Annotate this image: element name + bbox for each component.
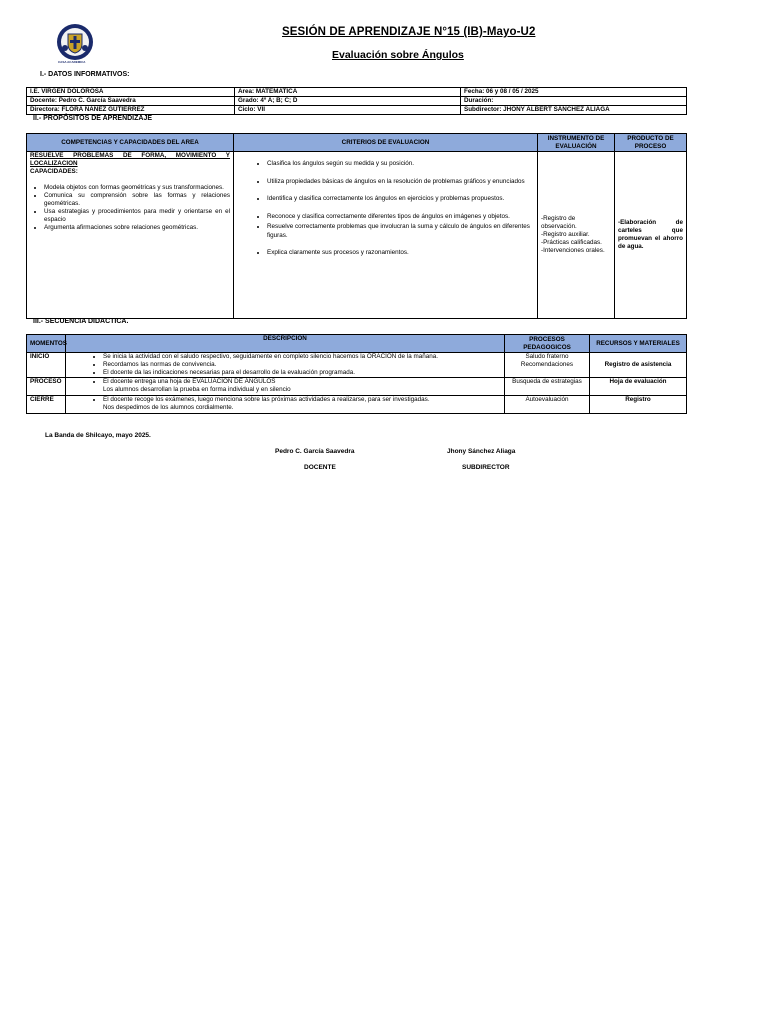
- instrumento-item: -Registro de observación.: [541, 215, 577, 230]
- list-item: • El docente entrega una hoja de EVALUACIÓN DE ÁNGULOS: [103, 378, 501, 386]
- header-descripcion: DESCRIPCIÓN: [66, 335, 505, 353]
- list-item: • El docente da las indicaciones necesarias para el desarrollo de la evaluación programada.: [103, 369, 501, 377]
- capacidades-list: [30, 184, 230, 232]
- section-label-datos: I.- DATOS INFORMATIVOS:: [40, 71, 130, 78]
- info-table: [26, 87, 687, 115]
- signature-docente-name: Pedro C. García Saavedra: [275, 448, 355, 455]
- header-instrumento: INSTRUMENTO DE EVALUACIÓN: [538, 134, 615, 152]
- sequence-table: [26, 334, 687, 414]
- school-crest-logo: [54, 22, 96, 64]
- purposes-table: [26, 133, 687, 319]
- info-ciclo: Ciclo: VII: [235, 106, 461, 115]
- place-date: La Banda de Shilcayo, mayo 2025.: [45, 432, 151, 439]
- signature-subdirector-role: SUBDIRECTOR: [462, 464, 510, 471]
- procesos-proceso: Busqueda de estrategias: [505, 378, 590, 396]
- header-momentos: MOMENTOS: [27, 335, 66, 353]
- criterios-cell: [234, 152, 538, 319]
- header-producto: PRODUCTO DE PROCESO: [615, 134, 687, 152]
- list-item: • Resuelve correctamente problemas que involucran la suma y cálculo de ángulos en diferentes figuras.: [267, 223, 534, 240]
- header-recursos: RECURSOS Y MATERIALES: [590, 335, 687, 353]
- descripcion-proceso: [66, 378, 505, 396]
- momento-cierre: CIERRE: [27, 396, 66, 414]
- recursos-cierre: Registro: [590, 396, 687, 414]
- list-item: • Utiliza propiedades básicas de ángulos en la resolución de problemas gráficos y enunciados: [267, 178, 534, 187]
- inicio-list: [69, 353, 501, 377]
- info-directora: Directora: FLORA ÑAÑEZ GUTIERREZ: [27, 106, 235, 115]
- proceso-extra: Los alumnos desarrollan la prueba en forma individual y en silencio: [103, 386, 291, 393]
- list-item: • Explica claramente sus procesos y razonamientos.: [267, 249, 534, 258]
- info-duracion: Duración:: [461, 97, 687, 106]
- competencia-title: RESUELVE PROBLEMAS DE FORMA, MOVIMIENTO Y LOCALIZACION: [30, 152, 230, 167]
- list-item: • El docente recoge los exámenes, luego menciona sobre las próximas actividades a realizarse, para ser investigadas.: [103, 396, 501, 404]
- procesos-inicio: Saludo fraterno Recomendaciones: [505, 353, 590, 378]
- list-item: • Clasifica los ángulos según su medida y su posición.: [267, 160, 534, 169]
- proceso-list: [69, 378, 501, 386]
- header-procesos: PROCESOS PEDAGOGICOS: [505, 335, 590, 353]
- signature-subdirector-name: Jhony Sánchez Aliaga: [447, 448, 516, 455]
- info-grado: Grado: 4º A; B; C; D: [235, 97, 461, 106]
- table-row: [27, 378, 687, 396]
- list-item: • Comunica su comprensión sobre las formas y relaciones geométricas.: [44, 192, 230, 208]
- section-label-secuencia: III.- SECUENCIA DIDACTICA.: [33, 318, 129, 325]
- cierre-list: [69, 396, 501, 404]
- producto-cell: [615, 152, 687, 319]
- header-competencias: COMPETENCIAS Y CAPACIDADES DEL AREA: [27, 134, 234, 152]
- instrumento-item: -Registro auxiliar.: [541, 231, 590, 238]
- list-item: • Se inicia la actividad con el saludo respectivo, seguidamente en completo silencio hacemos la ORACIÓN de la mañana.: [103, 353, 501, 361]
- table-row: [27, 353, 687, 378]
- descripcion-inicio: [66, 353, 505, 378]
- list-item: • Argumenta afirmaciones sobre relaciones geométricas.: [44, 224, 230, 232]
- instrumento-item: -Intervenciones orales.: [541, 247, 605, 254]
- info-area: Area: MATEMATICA: [235, 88, 461, 97]
- procesos-cierre: Autoevaluación: [505, 396, 590, 414]
- momento-proceso: PROCESO: [27, 378, 66, 396]
- list-item: • Recordamos las normas de convivencia.: [103, 361, 501, 369]
- instrumentos-cell: [538, 152, 615, 319]
- info-fecha: Fecha: 06 y 08 / 05 / 2025: [461, 88, 687, 97]
- descripcion-cierre: [66, 396, 505, 414]
- list-item: • Modela objetos con formas geométricas y sus transformaciones.: [44, 184, 230, 192]
- list-item: • Identifica y clasifica correctamente los ángulos en ejercicios y problemas propuestos.: [267, 195, 534, 204]
- recursos-inicio: Registro de asistencia: [590, 353, 687, 378]
- capacidades-label: CAPACIDADES:: [30, 168, 78, 175]
- producto-text: -Elaboración de carteles que promuevan el ahorro de agua.: [618, 219, 683, 250]
- list-item: • Reconoce y clasifica correctamente diferentes tipos de ángulos en imágenes y objetos.: [267, 213, 534, 222]
- cierre-extra: Nos despedimos de los alumnos cordialmente.: [103, 404, 234, 411]
- momento-inicio: INICIO: [27, 353, 66, 378]
- criterios-list: [237, 160, 534, 258]
- page-title: SESIÓN DE APRENDIZAJE N°15 (IB)-Mayo-U2: [282, 26, 536, 38]
- list-item: • Usa estrategias y procedimientos para medir y orientarse en el espacio: [44, 208, 230, 224]
- page-subtitle: Evaluación sobre Ángulos: [332, 49, 464, 61]
- info-subdirector: Subdirector: JHONY ALBERT SÁNCHEZ ALIAGA: [461, 106, 687, 115]
- recursos-proceso: Hoja de evaluación: [590, 378, 687, 396]
- logo-caption: CASA ACADEMICA: [58, 60, 86, 64]
- competencias-cell: [27, 152, 234, 319]
- instrumento-item: -Prácticas calificadas.: [541, 239, 602, 246]
- info-ie: I.E. VIRGEN DOLOROSA: [27, 88, 235, 97]
- section-label-propositos: II.- PROPÓSITOS DE APRENDIZAJE: [33, 115, 153, 122]
- signature-docente-role: DOCENTE: [304, 464, 336, 471]
- table-row: [27, 396, 687, 414]
- header-criterios: CRITERIOS DE EVALUACION: [234, 134, 538, 152]
- info-docente: Docente: Pedro C. García Saavedra: [27, 97, 235, 106]
